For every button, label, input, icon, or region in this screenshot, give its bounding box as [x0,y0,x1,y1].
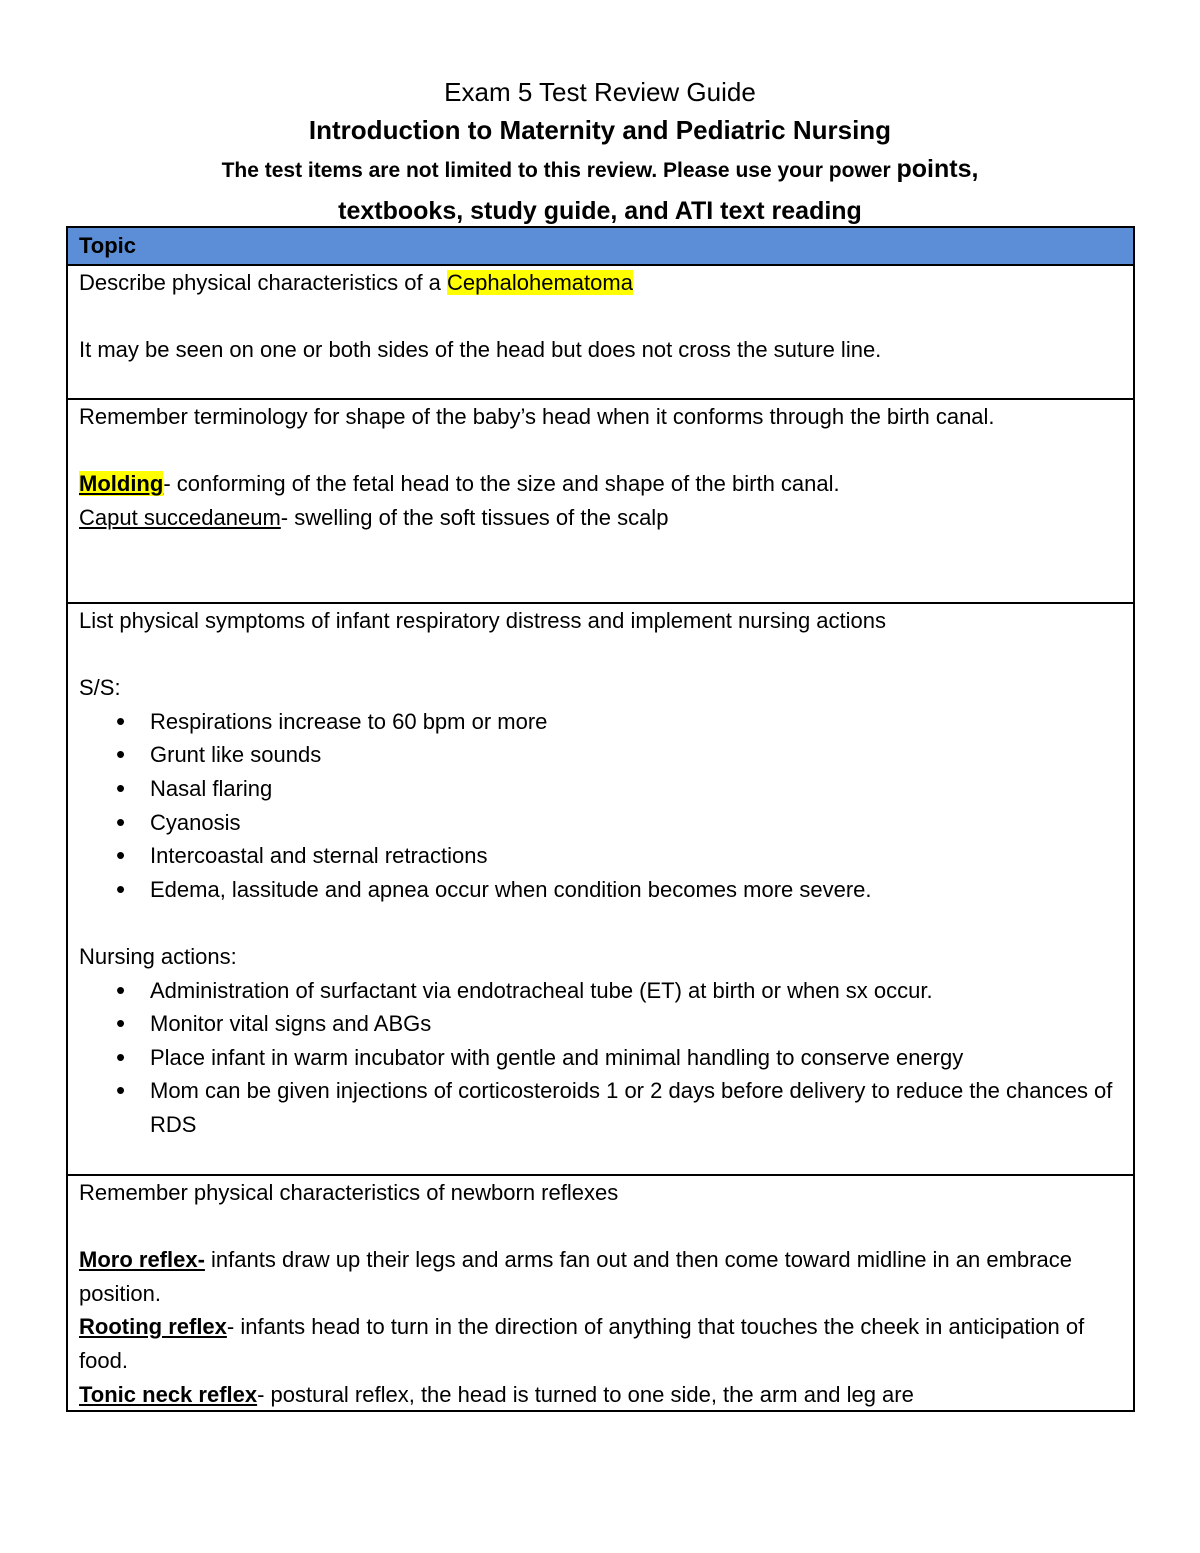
review-table [66,226,1135,1412]
table-row [67,399,1134,603]
tonic-definition: - postural reflex, the head is turned to one side, the arm and leg are [257,1381,914,1407]
actions-list [79,974,1123,1142]
moro-line [79,1243,1123,1310]
table-row [67,603,1134,1175]
molding-definition: - conforming of the fetal head to the size and shape of the birth canal. [163,471,840,497]
list-item: • Grunt like sounds [150,738,1123,772]
list-item: • Edema, lassitude and apnea occur when condition becomes more severe. [150,873,1123,907]
blank-line [79,300,1123,334]
highlighted-term: Cephalohematoma [447,270,633,295]
prompt-text: Describe physical characteristics of a [79,270,448,295]
table-header-row [67,227,1134,265]
topic-cell-newborn-reflexes [67,1175,1134,1411]
ss-label: S/S: [79,675,121,701]
blank-line [79,1210,1123,1244]
moro-definition: infants draw up their legs and arms fan out and then come toward midline in an embrace position. [79,1247,1072,1306]
list-item: • Respirations increase to 60 bpm or more [150,705,1123,739]
tonic-term: Tonic neck reflex [79,1381,258,1407]
table-row [67,265,1134,399]
list-item: • Intercoastal and sternal retractions [150,839,1123,873]
document-header [0,74,1200,231]
list-item: • Mom can be given injections of corticosteroids 1 or 2 days before delivery to reduce the chances of RDS [150,1074,1123,1141]
list-item: • Administration of surfactant via endotracheal tube (ET) at birth or when sx occur. [150,974,1123,1008]
list-item: • Monitor vital signs and ABGs [150,1007,1123,1041]
blank-line [79,906,1123,940]
blank-line [79,434,1123,468]
table-row [67,1175,1134,1411]
review-notice-line2: textbooks, study guide, and ATI text reading [338,197,862,225]
blank-line [79,638,1123,672]
topic-cell-respiratory-distress [67,603,1134,1175]
molding-term: Molding [79,471,164,497]
moro-term: Moro reflex- [79,1247,205,1273]
topic-prompt: List physical symptoms of infant respiratory distress and implement nursing actions [79,608,887,633]
rooting-definition: - infants head to turn in the direction of anything that touches the cheek in anticipation of food. [79,1314,1085,1373]
topic-cell-head-shape [67,399,1134,603]
actions-label: Nursing actions: [79,943,237,969]
topic-header: Topic [67,227,1134,265]
notice-text: The test items are not limited to this review. Please use your power [221,159,897,182]
review-notice-line1 [0,149,1200,191]
topic-prompt: Remember terminology for shape of the baby’s head when it conforms through the birth canal. [79,404,995,429]
molding-line [79,467,1123,501]
rooting-term: Rooting reflex [79,1314,227,1340]
list-item: • Place infant in warm incubator with gentle and minimal handling to conserve energy [150,1041,1123,1075]
caput-term: Caput succedaneum [79,504,281,530]
caput-line [79,501,1123,535]
document-title: Exam 5 Test Review Guide [444,77,756,107]
topic-prompt [79,266,1123,300]
rooting-line [79,1310,1123,1377]
ss-list [79,705,1123,907]
topic-answer: It may be seen on one or both sides of the head but does not cross the suture line. [79,337,882,363]
list-item: • Cyanosis [150,806,1123,840]
document-subtitle: Introduction to Maternity and Pediatric Nursing [308,115,892,145]
reflexes-content [79,1176,1123,1410]
tonic-line [79,1378,1123,1410]
topic-cell-cephalohematoma [67,265,1134,399]
list-item: • Nasal flaring [150,772,1123,806]
notice-points: points, [896,155,979,183]
topic-prompt: Remember physical characteristics of newborn reflexes [79,1180,619,1205]
caput-definition: - swelling of the soft tissues of the scalp [280,504,669,530]
